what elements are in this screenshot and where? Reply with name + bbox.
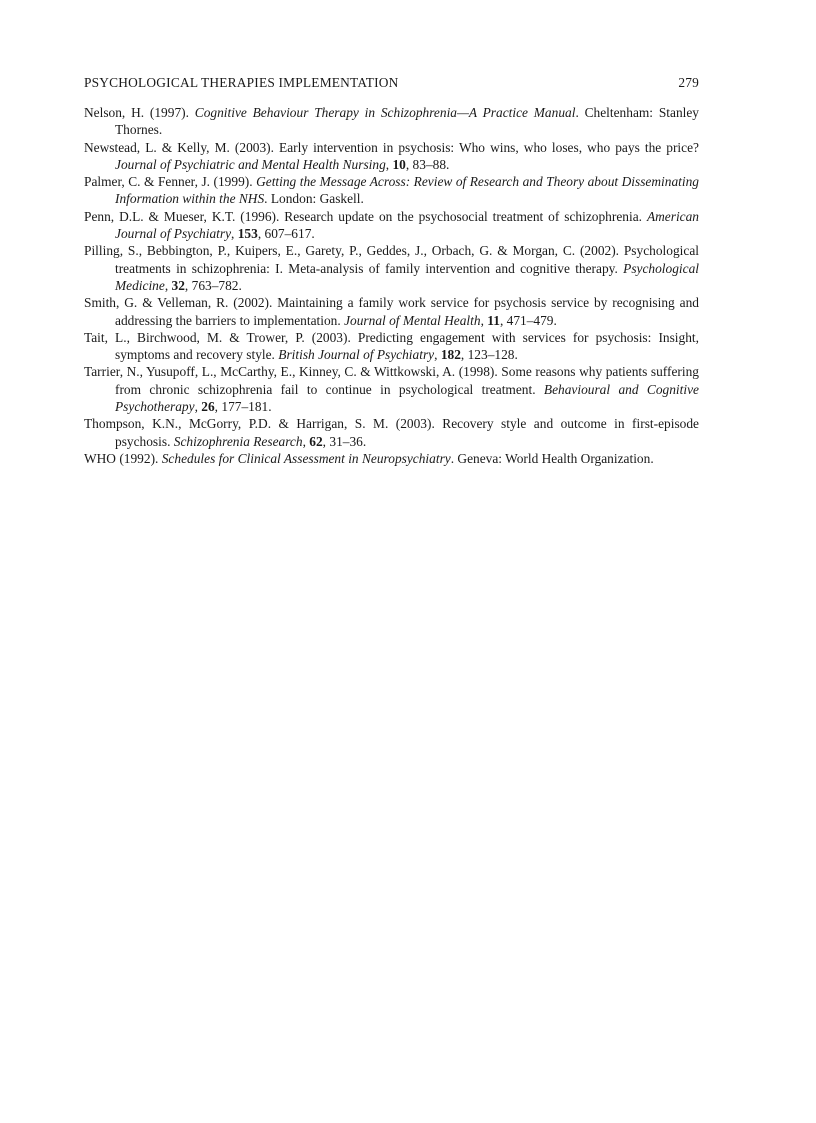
ref-volume: 62 <box>309 433 323 449</box>
ref-text: . Cheltenham: Stanley Thornes. <box>115 105 699 138</box>
ref-text: Penn, D.L. & Mueser, K.T. (1996). Research update on the psychosocial treatment of schizophrenia. <box>84 208 647 224</box>
ref-text: Tarrier, N., Yusupoff, L., McCarthy, E., Kinney, C. & Wittkowski, A. (1998). Some reasons why patients suffering from chronic schizophrenia fail to continue in psychological treatment. <box>84 364 699 397</box>
reference-entry <box>84 363 699 415</box>
ref-journal: Journal of Mental Health <box>344 312 481 328</box>
page-number: 279 <box>678 75 699 90</box>
ref-pages: , 31–36. <box>322 433 367 449</box>
ref-journal: Schizophrenia Research <box>173 433 303 449</box>
ref-text: Pilling, S., Bebbington, P., Kuipers, E., Garety, P., Geddes, J., Orbach, G. & Morgan, C. (2002). Psychological treatments in schizophrenia: I. Meta-analysis of family intervention and cognitive therapy. <box>84 243 699 276</box>
ref-journal: Psychological Medicine <box>115 260 699 293</box>
ref-pages: , 177–181. <box>214 399 272 415</box>
ref-text: , <box>164 277 172 293</box>
reference-entry <box>84 294 699 329</box>
ref-volume: 26 <box>201 399 215 415</box>
ref-text: , <box>434 347 441 363</box>
ref-text: Palmer, C. & Fenner, J. (1999). <box>84 174 257 190</box>
ref-volume: 10 <box>392 156 406 172</box>
reference-entry <box>84 450 699 467</box>
ref-pages: , 123–128. <box>460 347 518 363</box>
ref-title: Cognitive Behaviour Therapy in Schizophrenia—A Practice Manual <box>194 105 576 120</box>
ref-pages: , 83–88. <box>405 156 450 172</box>
ref-text: Thompson, K.N., McGorry, P.D. & Harrigan, S. M. (2003). Recovery style and outcome in first-episode psychosis. <box>84 416 699 449</box>
ref-pages: , 471–479. <box>499 312 557 328</box>
reference-entry <box>84 173 699 208</box>
ref-volume: 32 <box>171 277 185 293</box>
reference-entry <box>84 329 699 364</box>
ref-journal: Behavioural and Cognitive Psychotherapy <box>115 381 699 415</box>
ref-journal: British Journal of Psychiatry <box>278 347 435 363</box>
ref-pages: , 607–617. <box>257 226 315 242</box>
ref-volume: 153 <box>237 226 258 242</box>
ref-pages: , 763–782. <box>184 277 242 293</box>
ref-journal: Journal of Psychiatric and Mental Health Nursing <box>115 156 386 172</box>
ref-text: . London: Gaskell. <box>264 191 364 207</box>
reference-entry <box>84 208 699 243</box>
ref-text: Newstead, L. & Kelly, M. (2003). Early intervention in psychosis: Who wins, who loses, who pays the price? <box>84 139 699 155</box>
reference-list <box>84 104 699 467</box>
ref-text: , <box>231 226 238 242</box>
ref-text: , <box>302 433 310 449</box>
ref-text: WHO (1992). <box>84 450 162 466</box>
ref-text: , <box>480 312 488 328</box>
running-title: PSYCHOLOGICAL THERAPIES IMPLEMENTATION <box>84 75 399 90</box>
ref-title: Schedules for Clinical Assessment in Neuropsychiatry <box>161 450 451 466</box>
ref-text: Smith, G. & Velleman, R. (2002). Maintaining a family work service for psychosis service by recognising and addressing the barriers to implementation. <box>84 295 699 328</box>
ref-text: Tait, L., Birchwood, M. & Trower, P. (2003). Predicting engagement with services for psychosis: Insight, symptoms and recovery style. <box>84 329 699 363</box>
ref-text: Nelson, H. (1997). <box>84 105 195 120</box>
ref-journal: American Journal of Psychiatry <box>115 208 699 242</box>
running-header <box>84 74 699 92</box>
ref-text: , <box>385 156 393 172</box>
ref-volume: 182 <box>440 347 461 363</box>
ref-volume: 11 <box>487 312 500 328</box>
reference-entry <box>84 139 699 174</box>
ref-text: . Geneva: World Health Organization. <box>450 450 654 466</box>
ref-text: , <box>194 399 202 415</box>
reference-entry <box>84 104 699 139</box>
ref-title: Getting the Message Across: Review of Research and Theory about Disseminating Information within the NHS <box>115 174 699 207</box>
reference-entry <box>84 415 699 450</box>
reference-entry <box>84 242 699 294</box>
